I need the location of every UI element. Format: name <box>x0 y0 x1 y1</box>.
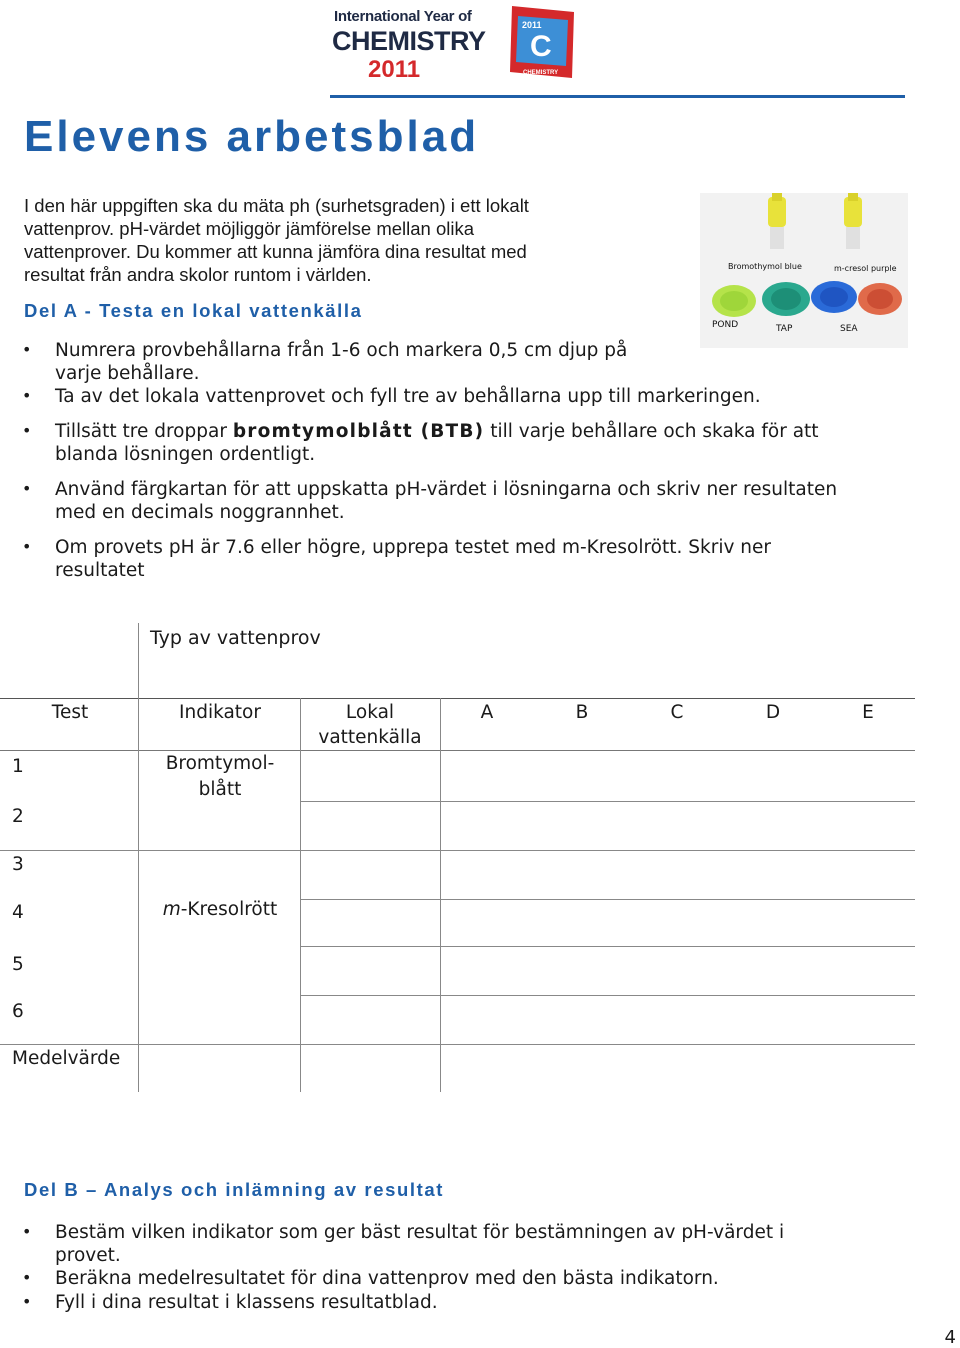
part-a-bullet-3 <box>55 420 819 466</box>
part-a-bullet-1-line-2: varje behållare. <box>55 363 200 384</box>
bullet-icon: • <box>22 479 32 498</box>
badge-year: 2011 <box>522 20 542 30</box>
sample-type-divider <box>138 623 139 699</box>
intro-line-2: vattenprov. pH-värdet möjliggör jämförelse mellan olika <box>24 218 475 239</box>
indicator-m-prefix: m <box>162 899 181 920</box>
indicator-bromtymol-line-1: Bromtymol- <box>165 753 275 774</box>
part-a-heading: Del A - Testa en lokal vattenkälla <box>24 300 363 321</box>
part-b-heading: Del B – Analys och inlämning av resultat <box>24 1179 445 1200</box>
part-a-bullet-4-line-1: Använd färgkartan för att uppskatta pH-värdet i lösningarna och skriv ner resultaten <box>55 479 838 500</box>
page-number: 4 <box>944 1327 956 1348</box>
part-a-bullet-4-line-2: med en decimals noggrannhet. <box>55 502 345 523</box>
logo-line1: International Year of <box>334 8 472 25</box>
bullet-icon: • <box>22 386 32 405</box>
page-title: Elevens arbetsblad <box>24 112 480 161</box>
photo-label-sea: SEA <box>840 324 858 334</box>
part-a-bullet-3-line-1 <box>55 420 819 443</box>
row-label-5: 5 <box>12 954 24 975</box>
row-label-3: 3 <box>12 854 24 875</box>
badge-text: CHEMISTRY <box>523 70 559 76</box>
bullet-icon: • <box>22 1268 32 1287</box>
photo-label-bromo: Bromothymol blue <box>728 262 802 271</box>
table-rule <box>300 801 915 802</box>
table-col-line <box>440 698 441 1092</box>
intro-line-1: I den här uppgiften ska du mäta ph (surhetsgraden) i ett lokalt <box>24 195 529 216</box>
iyc-logo <box>330 4 490 84</box>
bullet-icon: • <box>22 537 32 556</box>
table-rule <box>300 995 915 996</box>
logo-line2: CHEMISTRY <box>332 26 486 56</box>
b3-post: till varje behållare och skaka för att <box>484 421 819 442</box>
part-a-bullet-4 <box>55 478 837 524</box>
row-label-6: 6 <box>12 1001 24 1022</box>
col-header-indicator: Indikator <box>179 702 261 723</box>
part-a-bullet-1 <box>55 339 627 385</box>
indicator-m-rest: -Kresolrött <box>180 899 278 920</box>
badge-letter: C <box>530 30 552 63</box>
row-label-2: 2 <box>12 806 24 827</box>
row-label-average: Medelvärde <box>12 1048 121 1069</box>
indicator-m-kresolrott <box>150 897 290 923</box>
photo-label-tap: TAP <box>776 324 793 334</box>
b3-pre: Tillsätt tre droppar <box>55 421 233 442</box>
col-header-a: A <box>480 702 494 723</box>
table-col-line <box>300 698 301 1092</box>
intro-line-4: resultat från andra skolor runtom i världen. <box>24 264 372 285</box>
intro-line-3: vattenprover. Du kommer att kunna jämföra dina resultat med <box>24 241 527 262</box>
indicator-bromtymol <box>150 751 290 803</box>
part-b-bullet-1 <box>55 1221 784 1267</box>
header-rule <box>330 95 905 98</box>
row-label-4: 4 <box>12 902 24 923</box>
col-header-b: B <box>575 702 589 723</box>
table-rule <box>300 899 915 900</box>
part-a-bullet-2: Ta av det lokala vattenprovet och fyll tre av behållarna upp till markeringen. <box>55 386 761 407</box>
part-a-bullet-5 <box>55 536 771 582</box>
sample-cups-photo <box>700 193 908 348</box>
bullet-icon: • <box>22 1222 32 1241</box>
part-a-bullet-5-line-1: Om provets pH är 7.6 eller högre, upprepa testet med m-Kresolrött. Skriv ner <box>55 537 772 558</box>
col-header-e: E <box>862 702 874 723</box>
part-b-bullet-1-line-1: Bestäm vilken indikator som ger bäst resultat för bestämningen av pH-värdet i <box>55 1222 785 1243</box>
bullet-icon: • <box>22 421 32 440</box>
photo-label-pond: POND <box>712 320 739 330</box>
chemistry-badge-icon <box>510 6 576 78</box>
part-b-bullet-2: Beräkna medelresultatet för dina vattenprov med den bästa indikatorn. <box>55 1268 719 1289</box>
row-label-1: 1 <box>12 756 24 777</box>
photo-label-mcresol: m-cresol purple <box>834 264 897 273</box>
col-header-d: D <box>765 702 781 723</box>
part-b-bullet-1-line-2: provet. <box>55 1245 121 1266</box>
logo-line3: 2011 <box>368 56 421 83</box>
col-header-test: Test <box>51 702 89 723</box>
col-header-local-line-1: Lokal <box>345 702 395 723</box>
part-b-bullet-3: Fyll i dina resultat i klassens resultatblad. <box>55 1292 438 1313</box>
col-header-c: C <box>670 702 684 723</box>
b3-bold: bromtymolblått (BTB) <box>232 421 485 442</box>
bullet-icon: • <box>22 1292 32 1311</box>
table-col-line <box>138 698 139 1092</box>
table-rule <box>300 946 915 947</box>
part-a-bullet-1-line-1: Numrera provbehållarna från 1-6 och markera 0,5 cm djup på <box>55 340 628 361</box>
col-header-local-line-2: vattenkälla <box>318 727 422 748</box>
part-a-bullet-5-line-2: resultatet <box>55 560 145 581</box>
bullet-icon: • <box>22 340 32 359</box>
indicator-bromtymol-line-2: blått <box>198 779 242 800</box>
sample-type-label: Typ av vattenprov <box>150 627 321 649</box>
col-header-local <box>305 700 435 750</box>
part-a-bullet-3-line-2: blanda lösningen ordentligt. <box>55 444 316 465</box>
